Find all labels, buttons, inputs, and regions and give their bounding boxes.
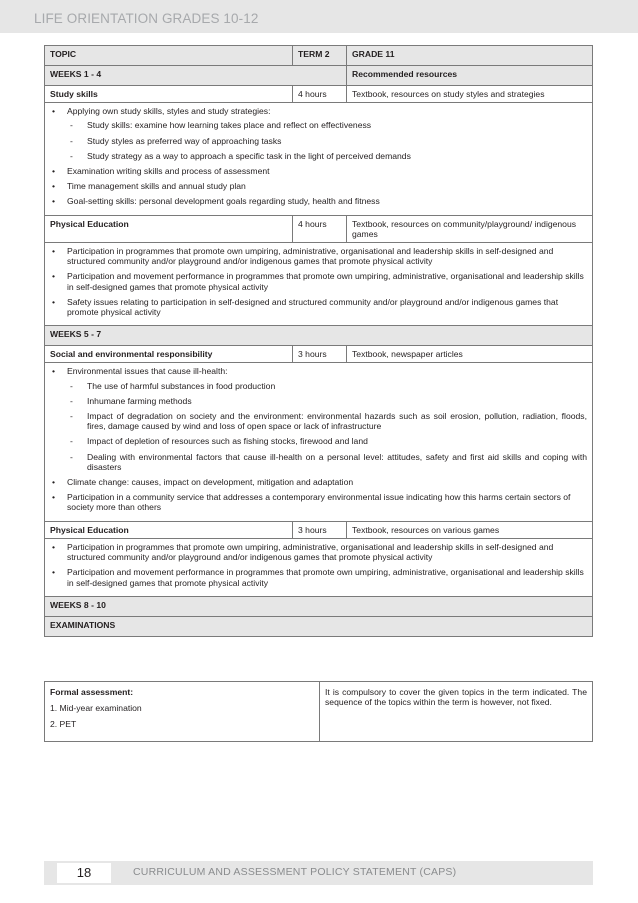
list-item: • Examination writing skills and process of assessment (50, 166, 587, 176)
list-item: • Participation in programmes that promote own umpiring, administrative, organisational and leadership skills in self-designed and structured community and/or playground and/or indigenous games that promote physical activity (50, 246, 587, 266)
content-cell (45, 363, 593, 521)
sub-list-item: - Inhumane farming methods (50, 396, 587, 406)
assessment-item: 1. Mid-year examination (50, 703, 142, 714)
topic-name: Physical Education (45, 521, 293, 538)
list-item: • Participation and movement performance in programmes that promote own umpiring, administrative, organisational and leadership skills in self-designed games that promote physical activity (50, 271, 587, 291)
weeks-8-10-row (45, 596, 593, 616)
topic-header: TOPIC (45, 46, 293, 66)
list-item: • Climate change: causes, impact on development, mitigation and adaptation (50, 477, 587, 487)
grade-header: GRADE 11 (347, 46, 593, 66)
list-item: • Participation in programmes that promote own umpiring, administrative, organisational and leadership skills in self-designed and structured community and/or playground and/or indigenous games that promote physical activity (50, 542, 587, 562)
content-cell (45, 103, 593, 215)
list-item: • Time management skills and annual study plan (50, 181, 587, 191)
topic-name: Study skills (45, 86, 293, 103)
sub-list-item: - Study strategy as a way to approach a specific task in the light of perceived demands (50, 151, 587, 161)
resources: Textbook, resources on various games (347, 521, 593, 538)
weeks-5-7-row (45, 326, 593, 346)
physical-education-content-row (45, 243, 593, 326)
hours: 4 hours (293, 86, 347, 103)
physical-education-row (45, 215, 593, 242)
resources: Textbook, resources on community/playground/ indigenous games (347, 215, 593, 242)
hours: 3 hours (293, 346, 347, 363)
assessment-note: It is compulsory to cover the given topics in the term indicated. The sequence of the topics within the term is however, not fixed. (320, 682, 593, 742)
sub-list-item: - Impact of depletion of resources such as fishing stocks, firewood and land (50, 436, 587, 446)
table-header-row (45, 46, 593, 66)
assessment-table (44, 681, 593, 742)
weeks-1-4-row (45, 66, 593, 86)
resources: Textbook, resources on study styles and strategies (347, 86, 593, 103)
physical-education-row (45, 521, 593, 538)
weeks-label: WEEKS 8 - 10 (45, 596, 593, 616)
topic-name: Physical Education (45, 215, 293, 242)
weeks-label: WEEKS 5 - 7 (45, 326, 593, 346)
page-number: 18 (57, 863, 111, 883)
content-cell (45, 243, 593, 326)
hours: 3 hours (293, 521, 347, 538)
curriculum-table (44, 45, 593, 637)
formal-assessment-cell (45, 682, 320, 742)
footer-title: CURRICULUM AND ASSESSMENT POLICY STATEMENT (CAPS) (133, 866, 457, 878)
list-item: • Applying own study skills, styles and study strategies: - Study skills: examine how learning takes place and reflect on effectiveness - Study styles as preferred way of approaching tasks - Study strategy as a way to approach a specific task in the light of perceived demands (50, 106, 587, 161)
resources: Textbook, newspaper articles (347, 346, 593, 363)
social-environmental-row (45, 346, 593, 363)
study-skills-content-row (45, 103, 593, 215)
sub-list-item: - Study styles as preferred way of approaching tasks (50, 136, 587, 146)
topic-name: Social and environmental responsibility (45, 346, 293, 363)
document-title: LIFE ORIENTATION GRADES 10-12 (34, 11, 259, 26)
sub-list-item: - Impact of degradation on society and the environment: environmental hazards such as soil erosion, pollution, radiation, floods, fires, damage caused by wind and loss of open space or lack of infrastructure (50, 411, 587, 431)
list-item: • Participation and movement performance in programmes that promote own umpiring, administrative, organisational and leadership skills in self-designed games that promote physical activity (50, 567, 587, 587)
formal-assessment-title: Formal assessment: (50, 687, 134, 697)
content-cell (45, 538, 593, 596)
assessment-item: 2. PET (50, 719, 77, 730)
physical-education-content-row (45, 538, 593, 596)
weeks-label: WEEKS 1 - 4 (45, 66, 347, 86)
header-bar (0, 0, 638, 33)
list-item: • Environmental issues that cause ill-health: - The use of harmful substances in food production - Inhumane farming methods - Impact of degradation on society and the environment: environmental hazards such as soil erosion, pollution, radiation, floods, fires, damage caused by wind and loss of open space or lack of infrastructure - Impact of depletion of resources such as fishing stocks, firewood and land - Dealing with environmental factors that cause ill-health on a personal level: attitudes, safety and first aid skills and coping with disasters (50, 366, 587, 472)
sub-list-item: - The use of harmful substances in food production (50, 381, 587, 391)
study-skills-row (45, 86, 593, 103)
recommended-resources-label: Recommended resources (347, 66, 593, 86)
hours: 4 hours (293, 215, 347, 242)
term-header: TERM 2 (293, 46, 347, 66)
examinations-label: EXAMINATIONS (45, 616, 593, 636)
sub-list-item: - Study skills: examine how learning takes place and reflect on effectiveness (50, 120, 587, 130)
examinations-row (45, 616, 593, 636)
list-item: • Participation in a community service that addresses a contemporary environmental issue indicating how this harms certain sectors of society more than others (50, 492, 587, 512)
sub-list-item: - Dealing with environmental factors that cause ill-health on a personal level: attitudes, safety and first aid skills and coping with disasters (50, 452, 587, 472)
social-environmental-content-row (45, 363, 593, 521)
list-item: • Goal-setting skills: personal development goals regarding study, health and fitness (50, 196, 587, 206)
list-item: • Safety issues relating to participation in self-designed and structured community and/or playground and/or indigenous games that promote physical activity (50, 297, 587, 317)
